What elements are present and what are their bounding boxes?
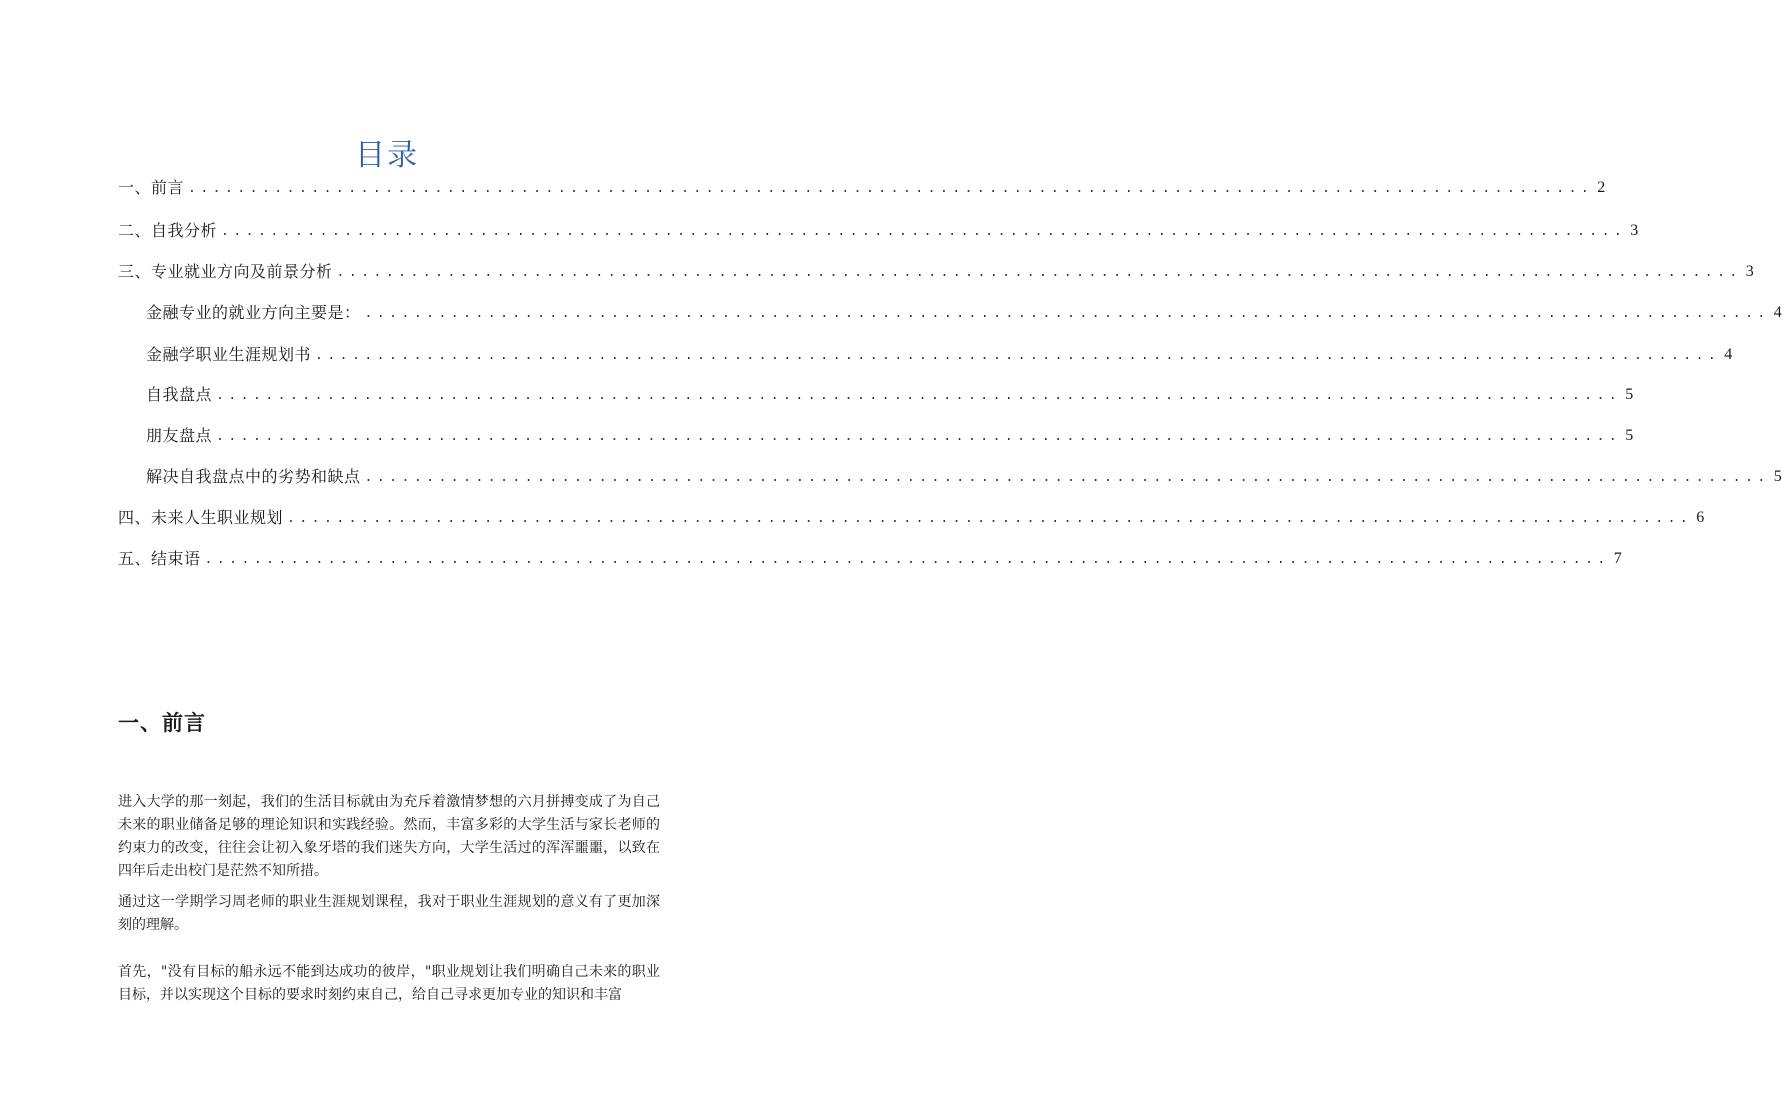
toc-dot-leader: .................................................................................................................. bbox=[336, 265, 1742, 280]
toc-entry-career-direction[interactable] bbox=[118, 257, 1754, 283]
toc-page-number: 4 bbox=[1724, 346, 1733, 363]
toc-entry-future-plan[interactable] bbox=[118, 503, 1705, 529]
toc-dot-leader: .................................................................................................................. bbox=[315, 348, 1721, 363]
toc-entry-label: 朋友盘点 bbox=[146, 426, 213, 445]
toc-dot-leader: .................................................................................................................. bbox=[188, 181, 1594, 196]
toc-entry-label: 金融学职业生涯规划书 bbox=[146, 345, 312, 364]
toc-page-number: 5 bbox=[1625, 386, 1634, 403]
toc-entry-label: 解决自我盘点中的劣势和缺点 bbox=[146, 467, 361, 486]
section-heading: 一、前言 bbox=[118, 711, 206, 735]
toc-entry-label: 三、专业就业方向及前景分析 bbox=[118, 262, 333, 281]
toc-dot-leader: .................................................................................................................. bbox=[204, 552, 1610, 567]
toc-title: 目录 bbox=[355, 138, 419, 173]
toc-entry-self-inventory[interactable] bbox=[146, 380, 1634, 406]
toc-entry-conclusion[interactable] bbox=[118, 544, 1622, 570]
toc-entry-label: 五、结束语 bbox=[118, 549, 201, 568]
toc-entry-label: 金融专业的就业方向主要是： bbox=[146, 303, 361, 322]
toc-page-number: 2 bbox=[1597, 179, 1606, 196]
body-paragraph: 首先，"没有目标的船永远不能到达成功的彼岸，"职业规划让我们明确自己未来的职业目标，并以实现这个目标的要求时刻约束自己，给自己寻求更加专业的知识和丰富 bbox=[118, 964, 660, 1003]
toc-dot-leader: .................................................................................................................. bbox=[287, 511, 1693, 526]
toc-entry-self-analysis[interactable] bbox=[118, 216, 1639, 242]
toc-page-number: 6 bbox=[1696, 509, 1705, 526]
body-paragraph: 进入大学的那一刻起，我们的生活目标就由为充斥着激情梦想的六月拼搏变成了为自己未来的职业储备足够的理论知识和实践经验。然而，丰富多彩的大学生活与家长老师的约束力的改变，往往会让初入象牙塔的我们迷失方向，大学生活过的浑浑噩噩，以致在四年后走出校门是茫然不知所措。 bbox=[118, 794, 660, 879]
toc-page-number: 4 bbox=[1773, 304, 1782, 321]
toc-entry-label: 自我盘点 bbox=[146, 385, 213, 404]
body-paragraph: 通过这一学期学习周老师的职业生涯规划课程，我对于职业生涯规划的意义有了更加深刻的理解。 bbox=[118, 894, 660, 933]
toc-page-number: 5 bbox=[1625, 427, 1634, 444]
toc-dot-leader: .................................................................................................................. bbox=[216, 429, 1622, 444]
toc-entry-weaknesses[interactable] bbox=[146, 462, 1782, 488]
toc-entry-label: 一、前言 bbox=[118, 178, 185, 197]
toc-dot-leader: .................................................................................................................. bbox=[216, 388, 1622, 403]
toc-dot-leader: .................................................................................................................. bbox=[364, 306, 1770, 321]
toc-page-number: 3 bbox=[1745, 263, 1754, 280]
toc-page-number: 7 bbox=[1613, 550, 1622, 567]
toc-page-number: 5 bbox=[1773, 468, 1782, 485]
toc-entry-label: 二、自我分析 bbox=[118, 221, 218, 240]
toc-entry-friend-inventory[interactable] bbox=[146, 421, 1634, 447]
toc-entry-career-plan[interactable] bbox=[146, 340, 1733, 366]
toc-entry-label: 四、未来人生职业规划 bbox=[118, 508, 284, 527]
toc-entry-finance-employment[interactable] bbox=[146, 298, 1782, 324]
toc-page-number: 3 bbox=[1630, 222, 1639, 239]
toc-entry-preface[interactable] bbox=[118, 173, 1606, 199]
toc-dot-leader: .................................................................................................................. bbox=[364, 470, 1770, 485]
toc-dot-leader: .................................................................................................................. bbox=[221, 224, 1627, 239]
